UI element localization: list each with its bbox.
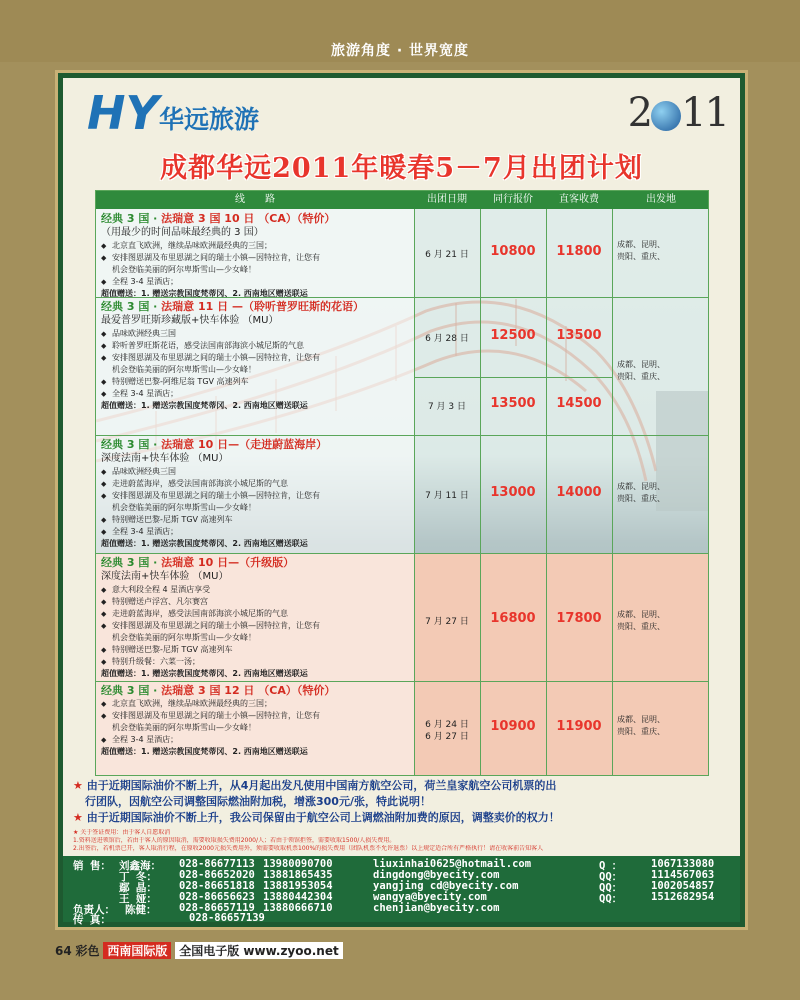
- edition-tag: 西南国际版: [103, 942, 171, 959]
- departure-date: 6 月 28 日: [425, 334, 469, 344]
- route-row: [96, 298, 406, 414]
- notes: [73, 778, 733, 826]
- route-bullet: ◆ 特别赠送卢浮宫、凡尔赛宫: [101, 596, 401, 608]
- direct-price: 17800: [556, 611, 602, 626]
- route-title: 经典 3 国 · 法瑞意 3 国 12 日 （CA）（特价）: [101, 684, 336, 697]
- route-bullet: ◆ 特别赠送巴黎-阿维尼翁 TGV 高速列车: [101, 376, 401, 388]
- origin-cities: 成都、昆明、 贵阳、重庆、: [617, 240, 665, 261]
- route-subtitle: 深度法南+快车体验 （MU）: [101, 453, 229, 464]
- logo-mark: HY: [87, 86, 159, 140]
- origin-cities: 成都、昆明、 贵阳、重庆、: [617, 360, 665, 381]
- route-bullet: ◆ 安排图恩湖及布里恩湖之间的瑞士小镇—因特拉肯，让您有: [101, 352, 401, 364]
- peer-price: 12500: [490, 328, 536, 343]
- route-bonus: 超值赠送：1. 赠送宗教国度梵蒂冈、2. 西南地区赠送联运: [101, 289, 308, 298]
- route-bullet: ◆ 全程 3-4 星酒店；: [101, 734, 401, 746]
- route-subtitle: （用最少的时间品味最经典的 3 国）: [101, 227, 264, 238]
- route-bullet: ◆ 品味欧洲经典三国: [101, 466, 401, 478]
- route-bullet-cont: 机会登临美丽的阿尔卑斯雪山—少女峰！: [112, 365, 256, 374]
- departure-date: 6 月 24 日: [425, 720, 469, 730]
- brand-logo: [87, 86, 297, 140]
- tour-table: [95, 190, 709, 776]
- route-bonus: 超值赠送：1. 赠送宗教国度梵蒂冈、2. 西南地区赠送联运: [101, 539, 308, 548]
- departure-date: 6 月 27 日: [425, 732, 469, 742]
- globe-icon: [651, 101, 681, 131]
- origin-cities: 成都、昆明、 贵阳、重庆、: [617, 715, 665, 736]
- fine-print: 1.资料送进领馆后，若由于客人的原因取消，需要收取损失费用2000/人；若由于领馆拒签，需要收取1500/人损失费用。: [73, 837, 396, 844]
- route-bullet-cont: 机会登临美丽的阿尔卑斯雪山—少女峰！: [112, 503, 256, 512]
- route-bullet: ◆ 特别赠送巴黎-尼斯 TGV 高速列车: [101, 514, 401, 526]
- year-left: 2: [627, 90, 652, 136]
- brand-name: 华远旅游: [159, 105, 260, 134]
- route-bullet-cont: 机会登临美丽的阿尔卑斯雪山—少女峰！: [112, 633, 256, 642]
- route-row: [96, 682, 406, 760]
- direct-price: 13500: [556, 328, 602, 343]
- note-2: ★ 由于近期国际油价不断上升，我公司保留由于航空公司上调燃油附加费的原因，调整卖价的权力！: [73, 811, 560, 824]
- route-bullet: ◆ 安排图恩湖及布里恩湖之间的瑞士小镇—因特拉肯，让您有: [101, 710, 401, 722]
- col-header-peer: 同行报价: [480, 191, 546, 209]
- origin-cities: 成都、昆明、 贵阳、重庆、: [617, 482, 665, 503]
- direct-price: 14500: [556, 396, 602, 411]
- route-title: 经典 3 国 · 法瑞意 11 日 —（聆听普罗旺斯的花语）: [101, 300, 364, 313]
- route-bullet: ◆ 品味欧洲经典三国: [101, 328, 401, 340]
- route-row: [96, 554, 406, 682]
- route-bullet-cont: 机会登临美丽的阿尔卑斯雪山—少女峰！: [112, 265, 256, 274]
- route-title: 经典 3 国 · 法瑞意 10 日—（升级版）: [101, 556, 295, 569]
- peer-price: 13000: [490, 485, 536, 500]
- route-row: [96, 436, 406, 552]
- route-bonus: 超值赠送：1. 赠送宗教国度梵蒂冈、2. 西南地区赠送联运: [101, 669, 308, 678]
- ad-frame: [55, 70, 748, 930]
- route-subtitle: 深度法南+快车体验 （MU）: [101, 571, 229, 582]
- col-header-direct: 直客收费: [546, 191, 612, 209]
- page-footer: [55, 942, 343, 962]
- departure-date: 6 月 21 日: [425, 250, 469, 260]
- color-label: 彩色: [75, 944, 100, 958]
- peer-price: 10900: [490, 719, 536, 734]
- route-bullet-cont: 机会登临美丽的阿尔卑斯雪山—少女峰！: [112, 723, 256, 732]
- route-bullet: ◆ 全程 3-4 星酒店；: [101, 388, 401, 400]
- year-right: 11: [681, 90, 728, 136]
- departure-date: 7 月 11 日: [425, 491, 469, 501]
- route-row: [96, 210, 406, 302]
- route-bullet: ◆ 走进蔚蓝海岸，感受法国南部海滨小城尼斯的气息: [101, 608, 401, 620]
- peer-price: 13500: [490, 396, 536, 411]
- note-1: ★ 由于近期国际油价不断上升，从4月起出发凡使用中国南方航空公司，荷兰皇家航空公司机票的出: [73, 779, 557, 792]
- route-title: 经典 3 国 · 法瑞意 3 国 10 日 （CA）（特价）: [101, 212, 336, 225]
- slogan: 旅游角度 · 世界宽度: [330, 43, 470, 59]
- direct-price: 14000: [556, 485, 602, 500]
- route-bullet: ◆ 全程 3-4 星酒店；: [101, 526, 401, 538]
- row-divider: [414, 377, 612, 378]
- route-bullet: ◆ 全程 3-4 星酒店；: [101, 276, 401, 288]
- departure-date: 7 月 27 日: [425, 617, 469, 627]
- ad-inner: [63, 78, 740, 926]
- origin-cities: 成都、昆明、 贵阳、重庆、: [617, 610, 665, 631]
- route-bullet: ◆ 特别赠送巴黎-尼斯 TGV 高速列车: [101, 644, 401, 656]
- fine-print: ★ 关于签证费用：由于客人自愿取消: [73, 829, 171, 836]
- page-number: 64: [55, 944, 72, 958]
- col-divider: [612, 209, 613, 776]
- peer-price: 16800: [490, 611, 536, 626]
- departure-date: 7 月 3 日: [427, 402, 467, 412]
- year-2011: [628, 90, 728, 136]
- route-bullet: ◆ 北京直飞欧洲，继续品味欧洲最经典的三国；: [101, 698, 401, 710]
- route-subtitle: 最爱普罗旺斯珍藏版+快车体验 （MU）: [101, 315, 279, 326]
- route-bullet: ◆ 北京直飞欧洲，继续品味欧洲最经典的三国；: [101, 240, 401, 252]
- peer-price: 10800: [490, 244, 536, 259]
- route-bullet: ◆ 特别升级餐：六菜一汤；: [101, 656, 401, 668]
- direct-price: 11900: [556, 719, 602, 734]
- route-bonus: 超值赠送：1. 赠送宗教国度梵蒂冈、2. 西南地区赠送联运: [101, 747, 308, 756]
- col-header-date: 出团日期: [414, 191, 480, 209]
- route-bullet: ◆ 意大利段全程 4 星酒店享受: [101, 584, 401, 596]
- route-bullet: ◆ 安排图恩湖及布里恩湖之间的瑞士小镇—因特拉肯，让您有: [101, 620, 401, 632]
- route-bullet: ◆ 走进蔚蓝海岸，感受法国南部海滨小城尼斯的气息: [101, 478, 401, 490]
- route-bullet: ◆ 安排图恩湖及布里恩湖之间的瑞士小镇—因特拉肯，让您有: [101, 252, 401, 264]
- route-bullet: ◆ 聆听普罗旺斯花语，感受法国南部海滨小城尼斯的气息: [101, 340, 401, 352]
- route-bonus: 超值赠送：1. 赠送宗教国度梵蒂冈、2. 西南地区赠送联运: [101, 401, 308, 410]
- contact-panel: 销 售： 刘鑫海： 028-86677113 13980090700 liuxinhai0625@hotmail.com Q ： 1067133080 丁 冬： 028-86652020 13881865435 dingdong@byecity.com QQ： 1114567063 鄢 晶： 028-86651818 13881953054 yangjing cd@byecity.com QQ： 1002054857 王 娅： 028-86656623 13880442304 wangya@byecity.com QQ： 1512682954 负责人： 陈健： 028-86657119 13880666710 chenjian@byecity.com 传 真： 028-86657139: [63, 856, 740, 922]
- direct-price: 11800: [556, 244, 602, 259]
- col-header-route: 线 路: [96, 191, 414, 209]
- note-1-cont: 行团队，因航空公司调整国际燃油附加税，增涨300元/张，特此说明！: [85, 795, 431, 808]
- website-tag: 全国电子版 www.zyoo.net: [175, 942, 343, 959]
- headline: 成都华远2011年暖春5－7月出团计划: [160, 153, 643, 184]
- col-header-origin: 出发地: [612, 191, 709, 209]
- fine-print: 2.出签后，若机票已开，客人取消行程，在原收2000元损失费用外，须需要收取机票100%的损失费用（团队机票不允许退票）以上规定适合所有严格执行！请在收客前告知客人: [73, 845, 544, 852]
- route-bullet: ◆ 安排图恩湖及布里恩湖之间的瑞士小镇—因特拉肯，让您有: [101, 490, 401, 502]
- route-title: 经典 3 国 · 法瑞意 10 日—（走进蔚蓝海岸）: [101, 438, 328, 451]
